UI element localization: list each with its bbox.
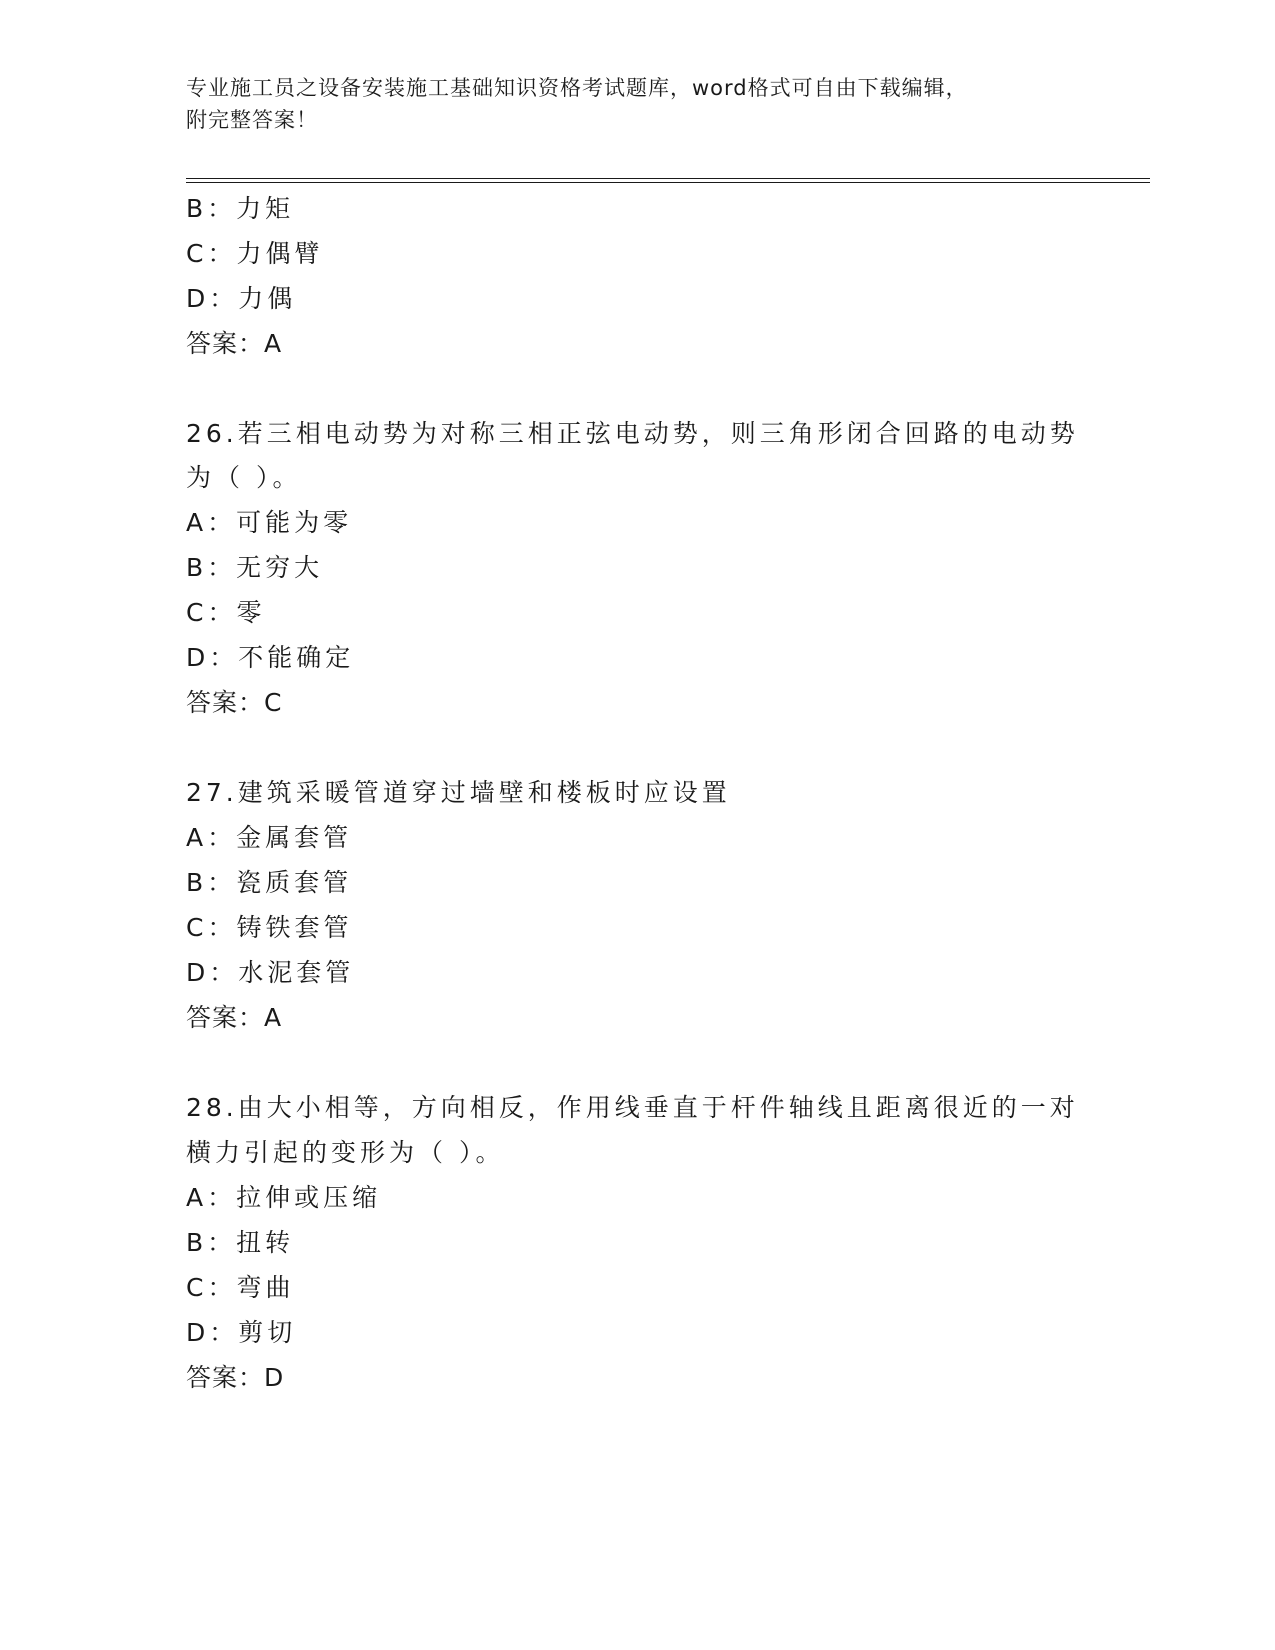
- q28-option-d: D：剪切: [186, 1318, 297, 1347]
- q27-answer: 答案：A: [186, 1003, 283, 1032]
- q27-option-a: A：金属套管: [186, 823, 353, 852]
- q28-option-a: A：拉伸或压缩: [186, 1183, 382, 1212]
- q28-stem-line-1: 28.由大小相等，方向相反，作用线垂直于杆件轴线且距离很近的一对: [186, 1093, 1079, 1122]
- q28-option-b: B：扭转: [186, 1228, 295, 1257]
- q26-option-a: A：可能为零: [186, 508, 353, 537]
- q26-stem-line-2: 为（ ）。: [186, 463, 302, 492]
- header-double-rule: [186, 178, 1150, 183]
- q25-answer: 答案：A: [186, 329, 283, 358]
- q26-option-c: C：零: [186, 598, 266, 627]
- q25-option-c: C：力偶臂: [186, 239, 324, 268]
- q26-option-b: B：无穷大: [186, 553, 324, 582]
- q28-option-c: C：弯曲: [186, 1273, 295, 1302]
- q28-answer: 答案：D: [186, 1363, 285, 1392]
- q26-stem-line-1: 26.若三相电动势为对称三相正弦电动势，则三角形闭合回路的电动势: [186, 419, 1079, 448]
- q27-stem-line-1: 27.建筑采暖管道穿过墙壁和楼板时应设置: [186, 778, 731, 807]
- q27-option-b: B：瓷质套管: [186, 868, 353, 897]
- header-line-2: 附完整答案！: [186, 108, 318, 132]
- q27-option-d: D：水泥套管: [186, 958, 355, 987]
- q27-option-c: C：铸铁套管: [186, 913, 353, 942]
- document-header: [186, 72, 1086, 136]
- q25-option-d: D：力偶: [186, 284, 297, 313]
- q26-answer: 答案：C: [186, 688, 283, 717]
- q25-option-b: B：力矩: [186, 194, 295, 223]
- q28-stem-line-2: 横力引起的变形为（ ）。: [186, 1138, 505, 1167]
- q26-option-d: D：不能确定: [186, 643, 355, 672]
- header-line-1: 专业施工员之设备安装施工基础知识资格考试题库，word格式可自由下载编辑，: [186, 76, 968, 100]
